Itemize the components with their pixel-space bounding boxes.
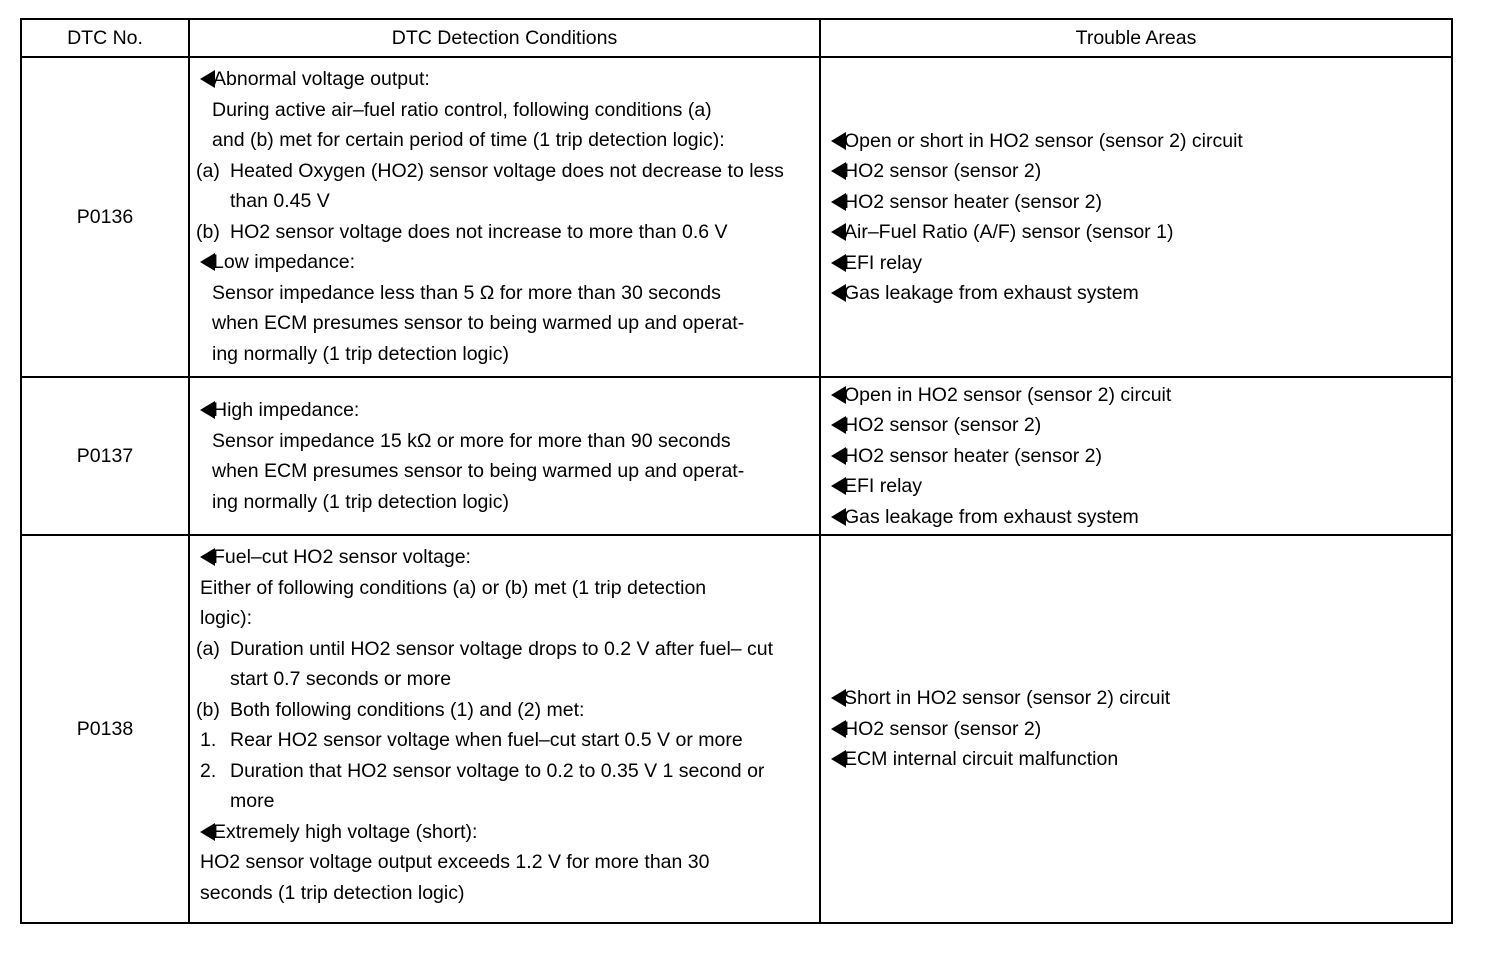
condition-line: ing normally (1 trip detection logic)	[212, 490, 509, 513]
trouble-area-item: EFI relay	[831, 471, 1441, 502]
condition-item-2: 2. Duration that HO2 sensor voltage to 0.2 to 0.35 V 1 second or more	[200, 759, 765, 812]
trouble-area-item: Gas leakage from exhaust system	[831, 502, 1441, 533]
condition-item-1: 1. Rear HO2 sensor voltage when fuel–cut start 0.5 V or more	[200, 729, 743, 751]
condition-heading: Extremely high voltage (short):	[196, 817, 807, 848]
condition-heading: Abnormal voltage output:	[196, 64, 807, 95]
trouble-areas-cell	[820, 377, 1452, 535]
condition-line: ing normally (1 trip detection logic)	[212, 342, 509, 365]
trouble-area-item: ECM internal circuit malfunction	[831, 744, 1441, 775]
condition-heading: Low impedance:	[196, 247, 807, 278]
dtc-code: P0136	[21, 57, 189, 377]
dtc-code: P0137	[21, 377, 189, 535]
trouble-area-item: HO2 sensor heater (sensor 2)	[831, 187, 1441, 218]
condition-line: logic):	[200, 607, 253, 629]
condition-heading: Fuel–cut HO2 sensor voltage:	[196, 542, 807, 573]
trouble-area-item: HO2 sensor (sensor 2)	[831, 410, 1441, 441]
trouble-area-item: HO2 sensor heater (sensor 2)	[831, 441, 1441, 472]
table-row	[21, 57, 1452, 377]
table-row	[21, 535, 1452, 923]
detection-conditions-cell	[189, 377, 820, 535]
trouble-area-item: Open in HO2 sensor (sensor 2) circuit	[831, 380, 1441, 411]
condition-line: Either of following conditions (a) or (b) met (1 trip detection	[200, 576, 707, 599]
condition-item-b: (b) HO2 sensor voltage does not increase to more than 0.6 V	[196, 220, 728, 243]
condition-line: seconds (1 trip detection logic)	[200, 881, 465, 904]
condition-line: During active air–fuel ratio control, following conditions (a)	[212, 98, 712, 121]
trouble-area-item: HO2 sensor (sensor 2)	[831, 714, 1441, 745]
trouble-area-item: Short in HO2 sensor (sensor 2) circuit	[831, 683, 1441, 714]
condition-line: HO2 sensor voltage output exceeds 1.2 V for more than 30	[200, 851, 710, 873]
header-dtc-no: DTC No.	[21, 19, 189, 57]
dtc-table	[20, 18, 1453, 924]
trouble-area-item: Air–Fuel Ratio (A/F) sensor (sensor 1)	[831, 217, 1441, 248]
header-row	[21, 19, 1452, 57]
table-row	[21, 377, 1452, 535]
trouble-areas-cell	[820, 535, 1452, 923]
condition-line: Sensor impedance less than 5 Ω for more than 30 seconds	[212, 281, 721, 304]
condition-item-a: (a) Duration until HO2 sensor voltage drops to 0.2 V after fuel– cut start 0.7 seconds or more	[196, 637, 774, 690]
trouble-area-item: EFI relay	[831, 248, 1441, 279]
condition-item-b: (b) Both following conditions (1) and (2) met:	[196, 698, 585, 721]
condition-line: when ECM presumes sensor to being warmed up and operat-	[212, 312, 745, 334]
detection-conditions-cell	[189, 57, 820, 377]
condition-line: when ECM presumes sensor to being warmed up and operat-	[212, 460, 745, 482]
condition-item-a: (a) Heated Oxygen (HO2) sensor voltage does not decrease to less than 0.45 V	[196, 159, 784, 212]
dtc-code: P0138	[21, 535, 189, 923]
trouble-area-item: Open or short in HO2 sensor (sensor 2) circuit	[831, 126, 1441, 157]
header-detection-conditions: DTC Detection Conditions	[189, 19, 820, 57]
condition-heading: High impedance:	[196, 395, 807, 426]
trouble-areas-cell	[820, 57, 1452, 377]
header-trouble-areas: Trouble Areas	[820, 19, 1452, 57]
detection-conditions-cell	[189, 535, 820, 923]
condition-line: Sensor impedance 15 kΩ or more for more than 90 seconds	[212, 429, 731, 452]
trouble-area-item: Gas leakage from exhaust system	[831, 278, 1441, 309]
condition-line: and (b) met for certain period of time (1 trip detection logic):	[212, 129, 725, 151]
trouble-area-item: HO2 sensor (sensor 2)	[831, 156, 1441, 187]
